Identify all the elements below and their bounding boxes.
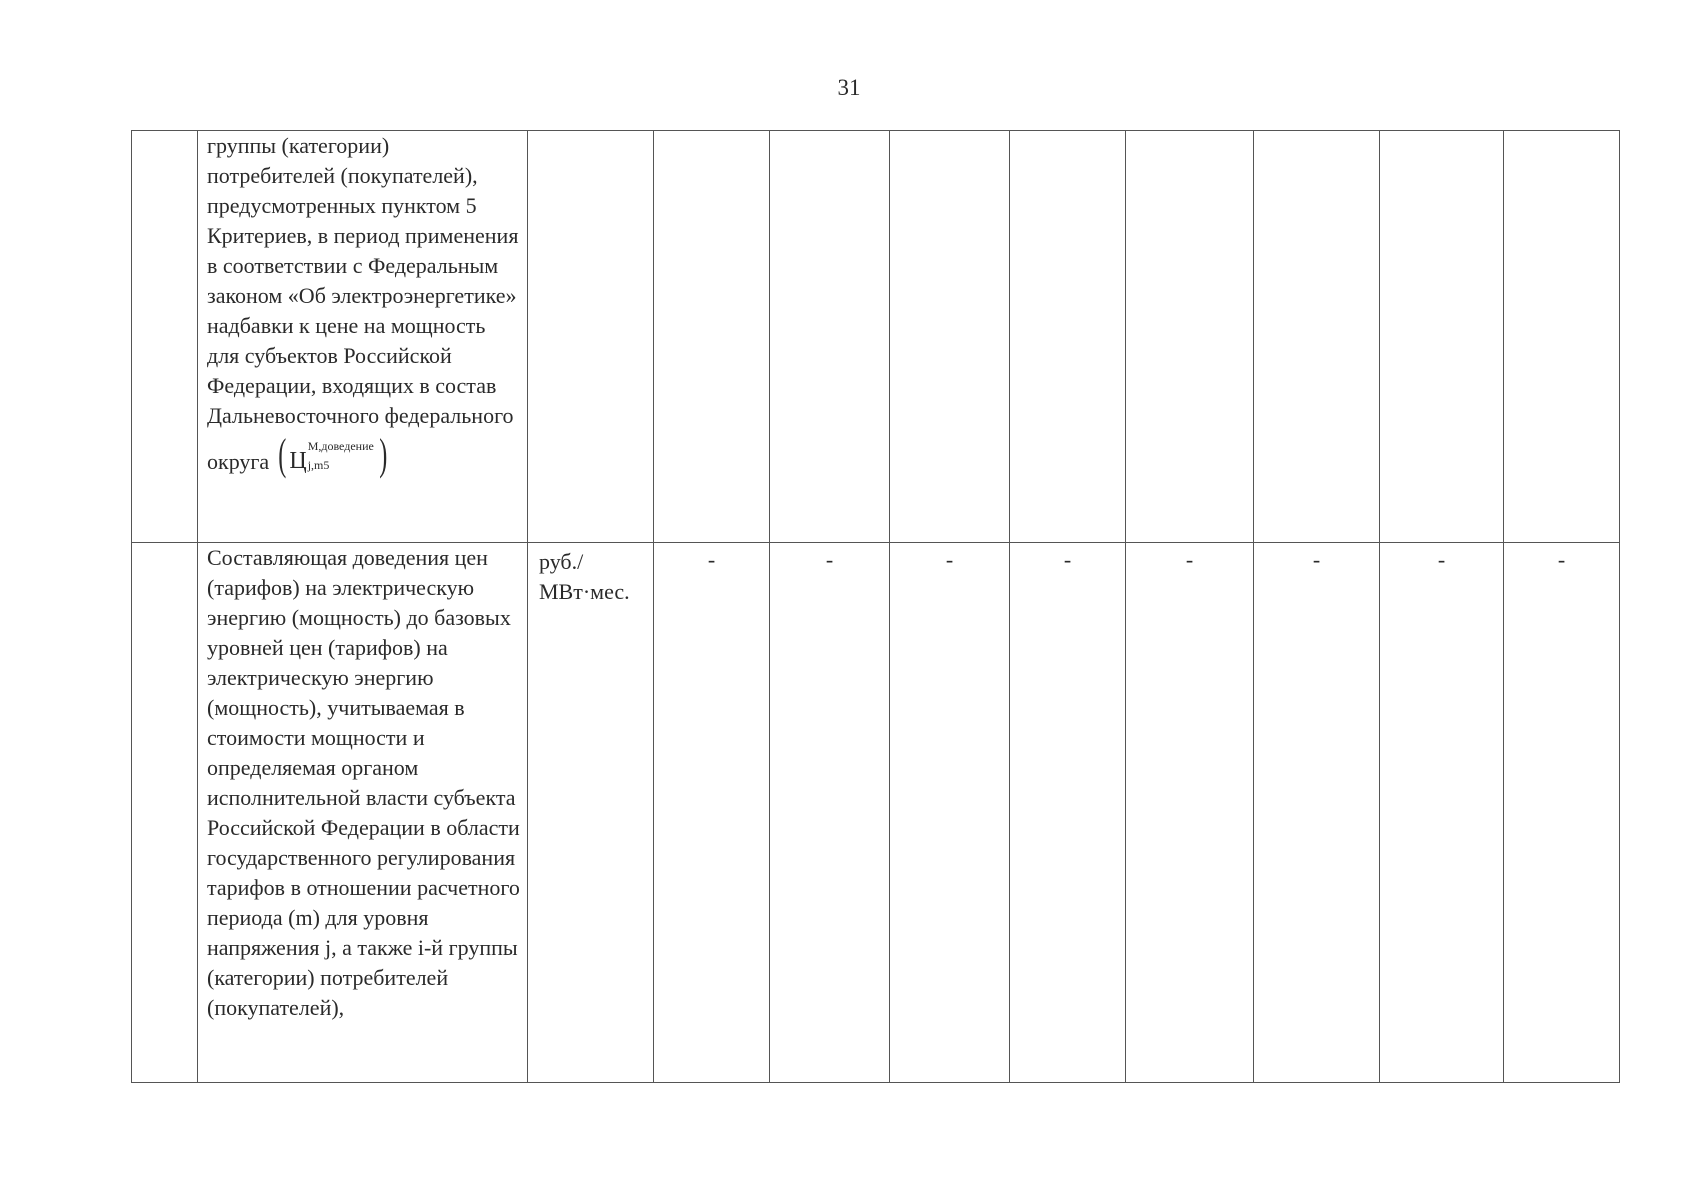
value-cell: [1504, 131, 1620, 543]
value-cell: [1010, 131, 1126, 543]
formula-close-paren: ): [379, 430, 388, 479]
formula-open-paren: (: [277, 430, 287, 479]
formula-subscript: j,m5: [307, 458, 330, 472]
description-text: Составляющая доведения цен (тарифов) на электрическую энергию (мощность) до базовых уровней цен (тарифов) на электрическую энергию (мощность), учитываемая в стоимости мощности и определяемая органом исполнительной власти субъекта Российской Федерации в области государственного регулирования тарифов в отношении расчетного периода (m) для уровня напряжения j, а также i-й группы (категории) потребителей (покупателей),: [207, 545, 520, 1020]
description-text: группы (категории) потребителей (покупателей), предусмотренных пунктом 5 Критериев, в период применения в соответствии с Федеральным законом «Об электроэнергетике» надбавки к цене на мощность для субъектов Российской Федерации, входящих в состав Дальневосточного федерального округа: [207, 133, 519, 474]
value-cell: [654, 131, 770, 543]
description-cell: [198, 543, 528, 1083]
formula-superscript: М,доведение: [307, 439, 374, 453]
value-cell: -: [1504, 543, 1620, 1083]
unit-cell: [528, 131, 654, 543]
value-cell: -: [1126, 543, 1254, 1083]
value-cell: [1126, 131, 1254, 543]
value-cell: [890, 131, 1010, 543]
value-cell: -: [890, 543, 1010, 1083]
page-number: 31: [837, 75, 861, 100]
table-row: [132, 131, 1620, 543]
value-cell: [1254, 131, 1380, 543]
value-cell: -: [1254, 543, 1380, 1083]
table-row: [132, 543, 1620, 1083]
description-cell: [198, 131, 528, 543]
value-cell: [770, 131, 890, 543]
value-cell: -: [1380, 543, 1504, 1083]
value-cell: -: [1010, 543, 1126, 1083]
row-number-cell: [132, 543, 198, 1083]
formula-symbol: Ц: [289, 448, 307, 474]
data-table: [131, 130, 1620, 1083]
value-cell: -: [654, 543, 770, 1083]
unit-cell: руб./ МВт·мес.: [528, 543, 654, 1083]
value-cell: -: [770, 543, 890, 1083]
value-cell: [1380, 131, 1504, 543]
formula: [275, 430, 391, 479]
row-number-cell: [132, 131, 198, 543]
